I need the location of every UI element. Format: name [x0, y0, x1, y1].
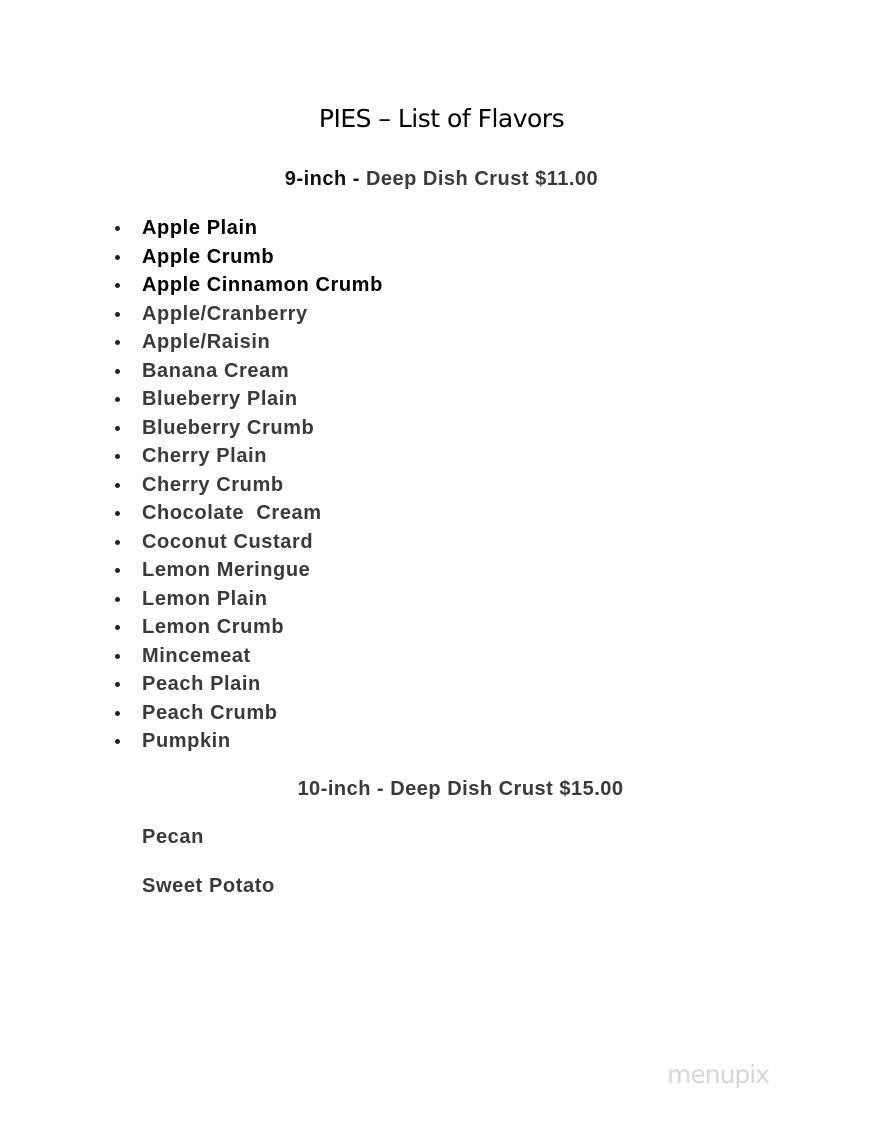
bullet-icon: [115, 369, 120, 374]
list-item: [112, 670, 383, 699]
flavor-label: Apple Plain: [142, 217, 258, 239]
list-item: [112, 271, 383, 300]
price-label: Deep Dish Crust $11.00: [365, 168, 599, 190]
bullet-icon: [115, 597, 120, 602]
flavor-label: Lemon Crumb: [142, 616, 285, 638]
flavor-label: Banana Cream: [142, 359, 290, 382]
flavor-label: Peach Crumb: [142, 701, 278, 724]
flavor-label: Blueberry Plain: [142, 388, 298, 410]
bullet-icon: [115, 226, 120, 231]
list-item: [112, 357, 383, 386]
bullet-icon: [115, 312, 120, 317]
bullet-icon: [115, 511, 120, 516]
flavor-label: Apple Crumb: [142, 245, 275, 268]
flavor-label: Apple/Cranberry: [142, 302, 308, 325]
bullet-icon: [115, 426, 120, 431]
flavor-item-sweet-potato: Sweet Potato: [142, 875, 275, 897]
flavor-label: Mincemeat: [142, 644, 251, 667]
bullet-icon: [115, 454, 120, 459]
flavor-label: Apple/Raisin: [142, 331, 271, 353]
list-item: [112, 727, 383, 756]
flavor-label: Lemon Plain: [142, 587, 268, 610]
list-item: [112, 556, 383, 585]
list-item: [112, 699, 383, 728]
list-item: [112, 585, 383, 614]
flavor-label: Lemon Meringue: [142, 559, 311, 581]
bullet-icon: [115, 397, 120, 402]
bullet-icon: [115, 483, 120, 488]
list-item: [112, 471, 383, 500]
flavor-label: Pumpkin: [142, 730, 231, 752]
bullet-icon: [115, 255, 120, 260]
watermark-logo: menupix: [667, 1060, 770, 1089]
list-item: [112, 214, 383, 243]
list-item: [112, 528, 383, 557]
bullet-icon: [115, 682, 120, 687]
flavor-label: Cherry Crumb: [142, 473, 284, 496]
list-item: [112, 385, 383, 414]
bullet-icon: [115, 739, 120, 744]
list-item: [112, 414, 383, 443]
list-item: [112, 243, 383, 272]
section-heading-text: 10-inch - Deep Dish Crust $15.00: [297, 778, 624, 800]
bullet-icon: [115, 340, 120, 345]
page-title: PIES – List of Flavors: [318, 104, 565, 133]
list-item: [112, 442, 383, 471]
list-item: [112, 300, 383, 329]
bullet-icon: [115, 711, 120, 716]
list-item: [112, 328, 383, 357]
bullet-icon: [115, 283, 120, 288]
bullet-icon: [115, 654, 120, 659]
section-heading-9-inch: [0, 168, 883, 191]
flavor-label: Cherry Plain: [142, 445, 268, 467]
size-label: 9-inch -: [284, 168, 366, 190]
flavor-label: Blueberry Crumb: [142, 416, 315, 439]
list-item: [112, 642, 383, 671]
flavor-label: Apple Cinnamon Crumb: [142, 274, 383, 296]
bullet-icon: [115, 568, 120, 573]
flavor-list-9-inch: [112, 214, 383, 756]
bullet-icon: [115, 540, 120, 545]
flavor-label: Chocolate Cream: [142, 502, 322, 524]
bullet-icon: [115, 625, 120, 630]
section-heading-10-inch: [0, 778, 883, 801]
list-item: [112, 499, 383, 528]
flavor-label: Peach Plain: [142, 673, 261, 695]
list-item: [112, 613, 383, 642]
flavor-item-pecan: Pecan: [142, 826, 204, 848]
flavor-label: Coconut Custard: [142, 530, 314, 553]
